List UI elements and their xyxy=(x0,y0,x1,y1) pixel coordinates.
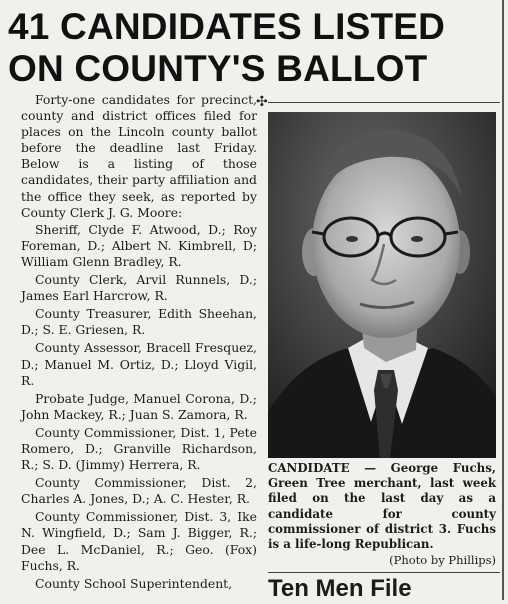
candidate-entry: County Assessor, Bracell Fresquez, D.; Manuel M. Ortiz, D.; Lloyd Vigil, R. xyxy=(21,340,257,388)
candidate-photo xyxy=(268,112,496,458)
photo-credit: (Photo by Phillips) xyxy=(389,553,496,568)
candidate-entry: County Treasurer, Edith Sheehan, D.; S. E. Griesen, R. xyxy=(21,306,257,338)
caption-kicker: CANDIDATE xyxy=(268,461,350,475)
candidate-entry: Sheriff, Clyde F. Atwood, D.; Roy Foreman, D.; Albert N. Kimbrell, D; William Glenn Bradley, R. xyxy=(21,221,257,269)
candidate-entry: County Commissioner, Dist. 1, Pete Romero, D.; Granville Richardson, R.; S. D. (Jimmy) Herrera, R. xyxy=(21,424,257,473)
caption-text: — George Fuchs, Green Tree merchant, last week filed on the last day as a candidate for county commissioner of district 3. Fuchs is a life-long Republican. xyxy=(268,461,496,552)
headline-line-2: ON COUNTY'S BALLOT xyxy=(8,48,428,89)
ornament-icon: ✣ xyxy=(256,94,268,110)
column-rule xyxy=(502,0,504,600)
article-lead: Forty-one candidates for precinct, county and district offices filed for places on the Lincoln county ballot before the deadline last Friday. Below is a listing of those candidates, their party affiliation and the office they seek, as reported by County Clerk J. G. Moore: xyxy=(21,92,257,220)
portrait-illustration xyxy=(268,112,496,458)
candidate-entry: County Commissioner, Dist. 2, Charles A. Jones, D.; A. C. Hester, R. xyxy=(21,475,257,507)
candidate-entry: County Clerk, Arvil Runnels, D.; James Earl Harcrow, R. xyxy=(21,272,257,304)
section-rule xyxy=(268,572,500,573)
headline xyxy=(8,6,508,90)
candidate-entry: County School Superintendent, xyxy=(35,575,233,591)
section-rule xyxy=(268,102,500,103)
headline-line-1: 41 CANDIDATES LISTED xyxy=(8,6,446,47)
photo-caption xyxy=(268,461,496,568)
candidate-entry: Probate Judge, Manuel Corona, D.; John Mackey, R.; Juan S. Zamora, R. xyxy=(21,390,257,422)
next-story-headline: Ten Men File xyxy=(268,575,412,602)
caption-body xyxy=(268,461,496,552)
article-body xyxy=(21,92,257,594)
candidate-entry: County Commissioner, Dist. 3, Ike N. Wingfield, D.; Sam J. Bigger, R.; Dee L. McDaniel, R.; Geo. (Fox) Fuchs, R. xyxy=(21,509,257,573)
